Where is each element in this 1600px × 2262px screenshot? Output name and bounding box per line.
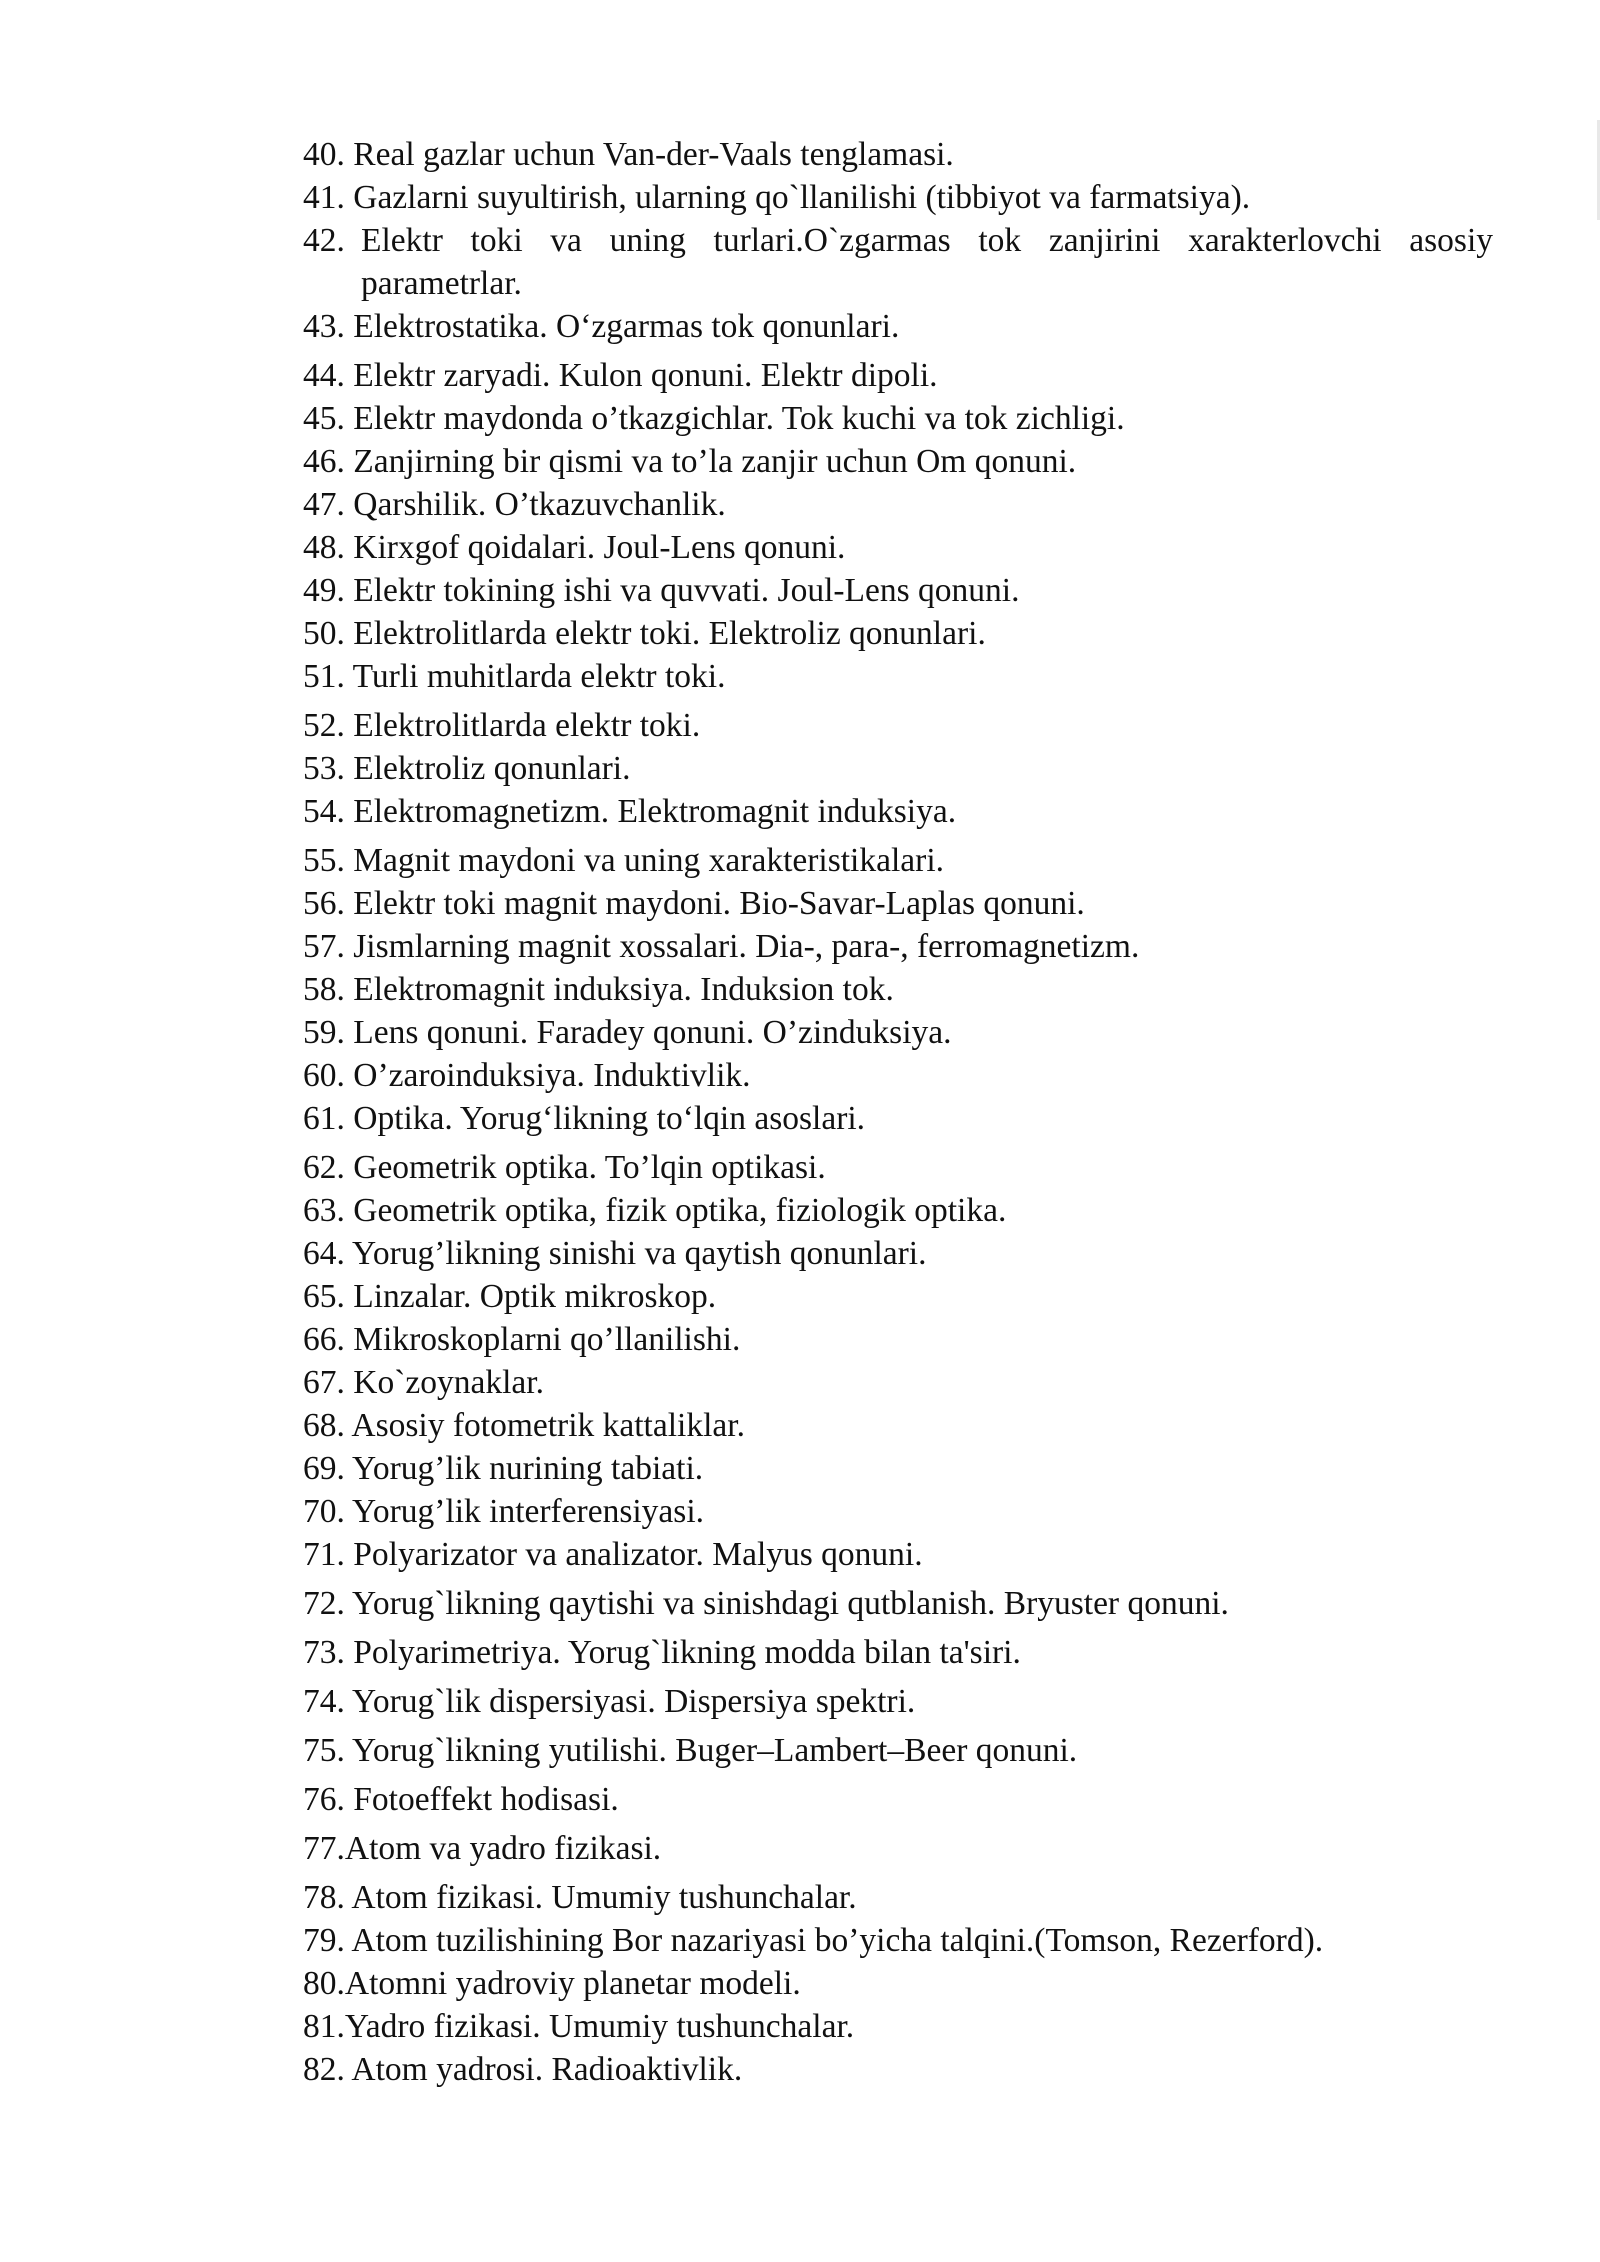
item-number: 55. (303, 842, 345, 879)
item-text: Kirxgof qoidalari. Joul-Lens qonuni. (344, 529, 846, 566)
item-text: Elektr maydonda o’tkazgichlar. Tok kuchi va tok zichligi. (344, 400, 1125, 437)
item-number: 69. (303, 1450, 345, 1487)
list-item (303, 2048, 1493, 2091)
item-text: Atom fizikasi. Umumiy tushunchalar. (344, 1879, 857, 1916)
item-text: Yorug’lik nurining tabiati. (344, 1450, 704, 1487)
list-item (303, 1876, 1493, 1919)
item-number: 51. (303, 658, 345, 695)
list-item (303, 526, 1493, 569)
list-item (303, 219, 1493, 305)
list-item (303, 1404, 1493, 1447)
list-item (303, 1146, 1493, 1189)
item-number: 42. (303, 222, 345, 259)
item-text: Asosiy fotometrik kattaliklar. (344, 1407, 745, 1444)
item-text: Atom tuzilishining Bor nazariyasi bo’yicha talqini.(Tomson, Rezerford). (344, 1922, 1324, 1959)
list-item (303, 176, 1493, 219)
item-text: Yorug’lik interferensiyasi. (344, 1493, 705, 1530)
item-number: 48. (303, 529, 345, 566)
list-item (303, 305, 1493, 354)
list-item (303, 968, 1493, 1011)
item-number: 47. (303, 486, 345, 523)
item-number: 82. (303, 2051, 345, 2088)
list-item (303, 483, 1493, 526)
list-item (303, 1778, 1493, 1827)
item-text: Optika. Yorug‘likning to‘lqin asoslari. (344, 1100, 866, 1137)
item-number: 75. (303, 1732, 345, 1769)
item-number: 45. (303, 400, 345, 437)
list-item (303, 1232, 1493, 1275)
list-item (303, 655, 1493, 704)
item-number: 67. (303, 1364, 345, 1401)
list-item (303, 839, 1493, 882)
list-item (303, 1097, 1493, 1146)
list-item (303, 1318, 1493, 1361)
item-text: Turli muhitlarda elektr toki. (344, 658, 726, 695)
item-text: Atomni yadroviy planetar modeli. (344, 1965, 801, 2002)
item-number: 74. (303, 1683, 345, 1720)
list-item (303, 1189, 1493, 1232)
item-number: 58. (303, 971, 345, 1008)
item-number: 78. (303, 1879, 345, 1916)
item-text: Elektr toki va uning turlari.O`zgarmas tok zanjirini xarakterlovchi asosiy parametrlar. (361, 222, 1493, 302)
item-text: Zanjirning bir qismi va to’la zanjir uchun Om qonuni. (344, 443, 1077, 480)
item-text: Elektroliz qonunlari. (344, 750, 631, 787)
list-item (303, 1447, 1493, 1490)
item-text: Polyarizator va analizator. Malyus qonuni. (344, 1536, 923, 1573)
list-item (303, 1533, 1493, 1582)
item-text: Lens qonuni. Faradey qonuni. O’zinduksiya. (344, 1014, 952, 1051)
list-item (303, 1582, 1493, 1631)
item-text: Elektrostatika. O‘zgarmas tok qonunlari. (344, 308, 900, 345)
list-item (303, 925, 1493, 968)
item-number: 68. (303, 1407, 345, 1444)
item-number: 65. (303, 1278, 345, 1315)
item-number: 41. (303, 179, 345, 216)
item-text: Mikroskoplarni qo’llanilishi. (344, 1321, 741, 1358)
list-item (303, 569, 1493, 612)
list-item (303, 704, 1493, 747)
item-number: 81. (303, 2008, 345, 2045)
list-item (303, 612, 1493, 655)
list-item (303, 1919, 1493, 1962)
item-text: Elektr toki magnit maydoni. Bio-Savar-Laplas qonuni. (344, 885, 1085, 922)
item-text: Gazlarni suyultirish, ularning qo`llanilishi (tibbiyot va farmatsiya). (344, 179, 1251, 216)
item-text: O’zaroinduksiya. Induktivlik. (344, 1057, 751, 1094)
item-number: 54. (303, 793, 345, 830)
item-text: Polyarimetriya. Yorug`likning modda bilan ta'siri. (344, 1634, 1021, 1671)
item-number: 64. (303, 1235, 345, 1272)
item-number: 63. (303, 1192, 345, 1229)
item-number: 76. (303, 1781, 345, 1818)
list-item (303, 1631, 1493, 1680)
item-number: 77. (303, 1830, 345, 1867)
item-text: Linzalar. Optik mikroskop. (344, 1278, 717, 1315)
item-text: Geometrik optika, fizik optika, fiziologik optika. (344, 1192, 1007, 1229)
item-number: 66. (303, 1321, 345, 1358)
item-text: Jismlarning magnit xossalari. Dia-, para-, ferromagnetizm. (344, 928, 1140, 965)
item-text: Real gazlar uchun Van-der-Vaals tenglamasi. (344, 136, 954, 173)
item-text: Yorug`likning qaytishi va sinishdagi qutblanish. Bryuster qonuni. (344, 1585, 1229, 1622)
item-text: Yorug`lik dispersiyasi. Dispersiya spektri. (344, 1683, 916, 1720)
item-number: 50. (303, 615, 345, 652)
list-item (303, 1011, 1493, 1054)
item-text: Atom va yadro fizikasi. (344, 1830, 662, 1867)
item-text: Fotoeffekt hodisasi. (344, 1781, 619, 1818)
item-number: 80. (303, 1965, 345, 2002)
item-text: Elektr tokining ishi va quvvati. Joul-Lens qonuni. (344, 572, 1020, 609)
item-text: Yadro fizikasi. Umumiy tushunchalar. (344, 2008, 855, 2045)
item-text: Magnit maydoni va uning xarakteristikalari. (344, 842, 944, 879)
list-item (303, 882, 1493, 925)
topic-list (303, 133, 1493, 2091)
item-number: 44. (303, 357, 345, 394)
item-text: Elektr zaryadi. Kulon qonuni. Elektr dipoli. (344, 357, 938, 394)
item-number: 72. (303, 1585, 345, 1622)
item-text: Elektromagnetizm. Elektromagnit induksiya. (344, 793, 957, 830)
item-text: Elektrolitlarda elektr toki. Elektroliz qonunlari. (344, 615, 986, 652)
item-number: 60. (303, 1057, 345, 1094)
list-item (303, 1275, 1493, 1318)
item-text: Yorug`likning yutilishi. Buger–Lambert–Beer qonuni. (344, 1732, 1078, 1769)
item-number: 61. (303, 1100, 345, 1137)
list-item (303, 1729, 1493, 1778)
item-number: 56. (303, 885, 345, 922)
item-number: 57. (303, 928, 345, 965)
item-number: 59. (303, 1014, 345, 1051)
list-item (303, 747, 1493, 790)
list-item (303, 2005, 1493, 2048)
item-text: Ko`zoynaklar. (344, 1364, 544, 1401)
list-item (303, 1054, 1493, 1097)
item-text: Atom yadrosi. Radioaktivlik. (344, 2051, 743, 2088)
item-number: 46. (303, 443, 345, 480)
item-number: 43. (303, 308, 345, 345)
item-number: 49. (303, 572, 345, 609)
item-number: 73. (303, 1634, 345, 1671)
list-item (303, 133, 1493, 176)
list-item (303, 1680, 1493, 1729)
list-item (303, 1962, 1493, 2005)
list-item (303, 1490, 1493, 1533)
item-number: 40. (303, 136, 345, 173)
item-text: Elektrolitlarda elektr toki. (344, 707, 701, 744)
list-item (303, 790, 1493, 839)
item-number: 79. (303, 1922, 345, 1959)
item-number: 53. (303, 750, 345, 787)
list-item (303, 354, 1493, 397)
list-item (303, 397, 1493, 440)
item-text: Elektromagnit induksiya. Induksion tok. (344, 971, 894, 1008)
item-number: 70. (303, 1493, 345, 1530)
item-number: 52. (303, 707, 345, 744)
item-number: 71. (303, 1536, 345, 1573)
list-item (303, 1361, 1493, 1404)
list-item (303, 440, 1493, 483)
list-item (303, 1827, 1493, 1876)
item-text: Qarshilik. O’tkazuvchanlik. (344, 486, 726, 523)
item-text: Yorug’likning sinishi va qaytish qonunlari. (344, 1235, 927, 1272)
item-number: 62. (303, 1149, 345, 1186)
item-text: Geometrik optika. To’lqin optikasi. (344, 1149, 826, 1186)
